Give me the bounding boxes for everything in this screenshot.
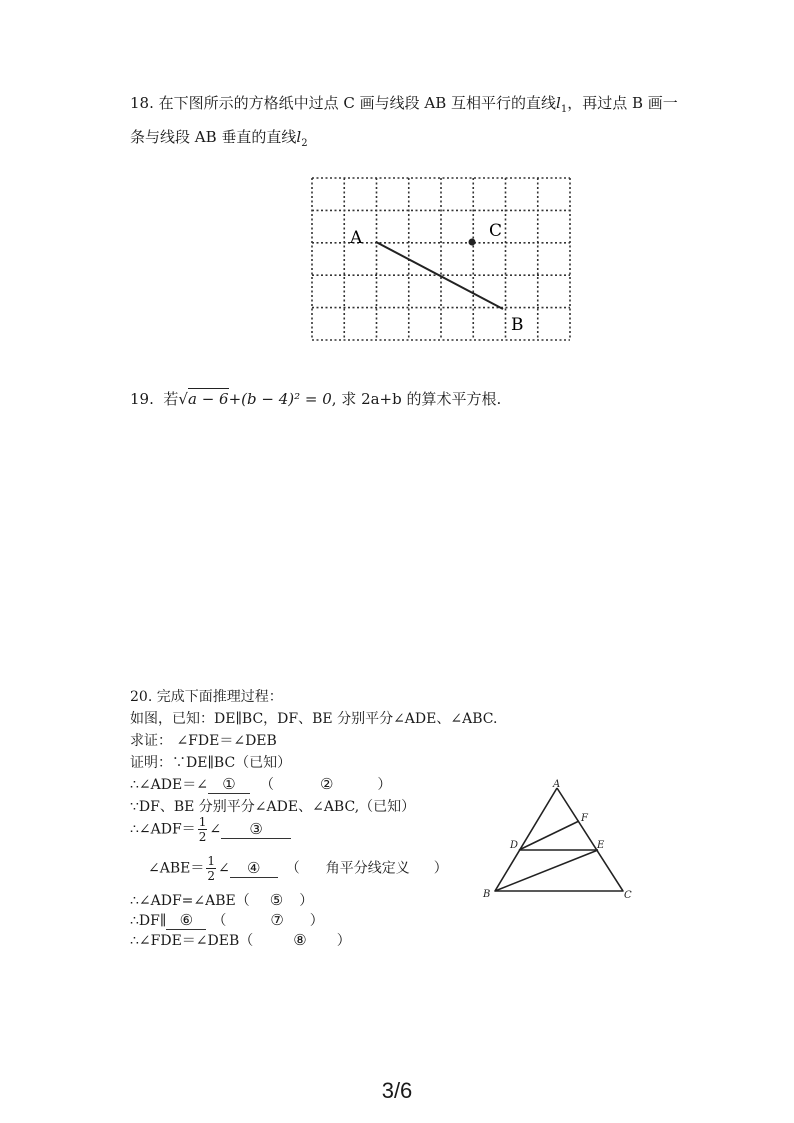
q18-text-line2: 条与线段 AB 垂直的直线$l_2$ — [130, 128, 308, 149]
fig-label-b: B — [483, 889, 491, 900]
point-c — [469, 239, 476, 246]
q19-radical: a − 6 — [187, 390, 229, 408]
fig-label-d: D — [510, 840, 519, 851]
q20-given: 如图，已知：DE∥BC，DF、BE 分别平分∠ADE、∠ABC. — [130, 711, 498, 727]
q18-grid-figure — [300, 168, 590, 348]
fig-label-f: F — [581, 813, 588, 824]
q20-prove: 求证： ∠FDE＝∠DEB — [130, 733, 277, 749]
q20-step3: ∴∠ADF＝ $\frac{1}{2}$ ∠ ③ — [130, 815, 291, 844]
q19-text: 19. 若√a − 6+(b − 4)² = 0, 求 2a+b 的算术平方根. — [130, 390, 502, 408]
q18-text-line1: 18. 在下图所示的方格纸中过点 C 画与线段 AB 互相平行的直线$l_1$，再过点 B 画一 — [130, 94, 678, 115]
segment-be — [495, 850, 598, 891]
q20-title: 20. 完成下面推理过程： — [130, 689, 283, 705]
q20-step5: ∴∠ADF=∠ABE（ ⑤ ） — [130, 891, 314, 909]
q20-proof-start: 证明：∵DE∥BC（已知） — [130, 755, 292, 771]
q18-grid-lines — [312, 178, 570, 340]
q20-step6: ∴DF∥ ⑥ （ ⑦ ） — [130, 911, 324, 929]
fig-label-e: E — [597, 840, 605, 851]
label-b: B — [511, 315, 524, 335]
fig-label-c: C — [624, 890, 632, 901]
q20-triangle-figure — [478, 778, 648, 906]
label-a: A — [350, 228, 363, 248]
fig-label-a: A — [553, 779, 561, 790]
page-number: 3/6 — [381, 1078, 413, 1103]
q20-step4: ∠ABE＝ $\frac{1}{2}$ ∠ ④ （ 角平分线定义 ） — [148, 854, 448, 883]
q20-step1: ∴∠ADE＝∠ ① （ ② ） — [130, 775, 392, 793]
q20-step2: ∵DF、BE 分别平分∠ADE、∠ABC,（已知） — [130, 799, 416, 815]
q20-step7: ∴∠FDE＝∠DEB（ ⑧ ） — [130, 931, 351, 949]
label-c: C — [489, 221, 503, 241]
